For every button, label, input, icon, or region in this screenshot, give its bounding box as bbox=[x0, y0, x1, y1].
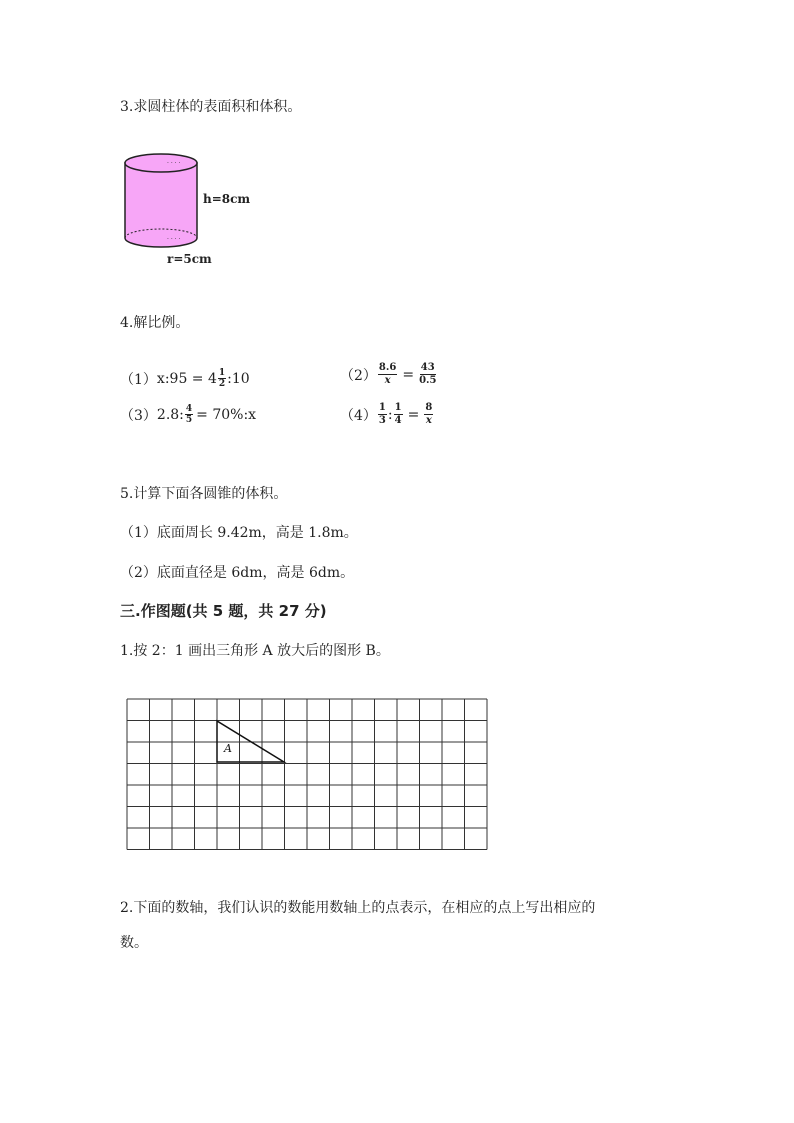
problem-1: （1） x:95 = 4 $\frac{1}{2}$ :10 bbox=[120, 368, 250, 389]
cylinder-figure bbox=[115, 150, 255, 270]
radius-label: r=5cm bbox=[167, 252, 212, 266]
drawing-grid bbox=[120, 692, 495, 854]
draw2-line-2: 数。 bbox=[120, 935, 148, 951]
height-label: h=8cm bbox=[203, 192, 251, 206]
svg-text:· · · ·: · · · · bbox=[167, 160, 181, 167]
q5-item-2: （2）底面直径是 6dm，高是 6dm。 bbox=[120, 565, 355, 581]
q5-title: 5.计算下面各圆锥的体积。 bbox=[120, 486, 288, 502]
svg-text:· · · ·: · · · · bbox=[167, 236, 181, 243]
q4-title: 4.解比例。 bbox=[120, 315, 190, 331]
draw1-title: 1.按 2：1 画出三角形 A 放大后的图形 B。 bbox=[120, 643, 390, 659]
draw2-line-1: 2.下面的数轴，我们认识的数能用数轴上的点表示，在相应的点上写出相应的 bbox=[120, 900, 596, 916]
cylinder-body bbox=[125, 163, 197, 247]
triangle-label: A bbox=[224, 742, 232, 755]
section-heading: 三.作图题(共 5 题，共 27 分) bbox=[120, 602, 327, 620]
problem-3: （3） 2.8: $\frac{4}{5}$ = 70%:x bbox=[120, 404, 257, 425]
problem-2: （2） $\frac{8.6}{x}$ = $\frac{43}{0.5}$ bbox=[340, 362, 437, 386]
q3-title: 3.求圆柱体的表面积和体积。 bbox=[120, 99, 302, 115]
q5-item-1: （1）底面周长 9.42m，高是 1.8m。 bbox=[120, 525, 358, 541]
cylinder-top bbox=[125, 154, 197, 172]
problem-4: （4） $\frac{1}{3}$ : $\frac{1}{4}$ = $\frac{8}{x}$ bbox=[340, 402, 433, 426]
